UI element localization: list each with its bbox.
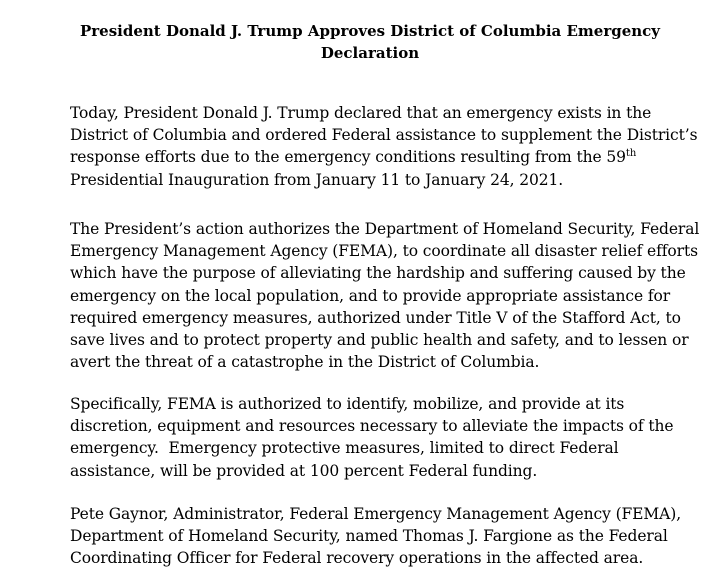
paragraph-line: Presidential Inauguration from January 11 to January 24, 2021. [70, 170, 564, 189]
paragraph-line: The President’s action authorizes the Department of Homeland Security, Federal [70, 220, 700, 238]
paragraph-line: discretion, equipment and resources necessary to alleviate the impacts of the [70, 417, 674, 436]
paragraph-fema-authority [70, 393, 710, 482]
title-line: President Donald J. Trump Approves District of Columbia Emergency [79, 22, 661, 40]
paragraph-line: Today, President Donald J. Trump declared that an emergency exists in the [70, 104, 652, 122]
paragraph-line: emergency on the local population, and to provide appropriate assistance for [70, 286, 671, 305]
document-title [70, 20, 670, 64]
paragraph-line: Specifically, FEMA is authorized to identify, mobilize, and provide at its [70, 395, 625, 413]
paragraph-coordinating-officer [70, 503, 710, 570]
paragraph-announcement [70, 102, 710, 191]
paragraph-line: assistance, will be provided at 100 percent Federal funding. [70, 461, 538, 480]
paragraph-line: avert the threat of a catastrophe in the District of Columbia. [70, 353, 540, 372]
paragraph-line-text: response efforts due to the emergency conditions resulting from the 59 [70, 148, 626, 167]
paragraph-line: which have the purpose of alleviating the hardship and suffering caused by the [70, 264, 686, 283]
paragraph-line: emergency. Emergency protective measures, limited to direct Federal [70, 439, 619, 458]
paragraph-line: Coordinating Officer for Federal recovery operations in the affected area. [70, 549, 644, 568]
paragraph-authorization [70, 218, 710, 373]
paragraph-line: save lives and to protect property and public health and safety, and to lessen or [70, 331, 689, 350]
title-line: Declaration [320, 44, 420, 62]
ordinal-superscript: th [625, 148, 637, 160]
paragraph-line: Pete Gaynor, Administrator, Federal Emergency Management Agency (FEMA), [70, 505, 682, 523]
paragraph-line: Emergency Management Agency (FEMA), to coordinate all disaster relief efforts [70, 242, 698, 261]
paragraph-line-with-superscript [70, 146, 710, 168]
paragraph-line: District of Columbia and ordered Federal assistance to supplement the District’s [70, 126, 698, 145]
paragraph-line: required emergency measures, authorized under Title V of the Stafford Act, to [70, 308, 681, 327]
paragraph-line: Department of Homeland Security, named Thomas J. Fargione as the Federal [70, 527, 668, 546]
